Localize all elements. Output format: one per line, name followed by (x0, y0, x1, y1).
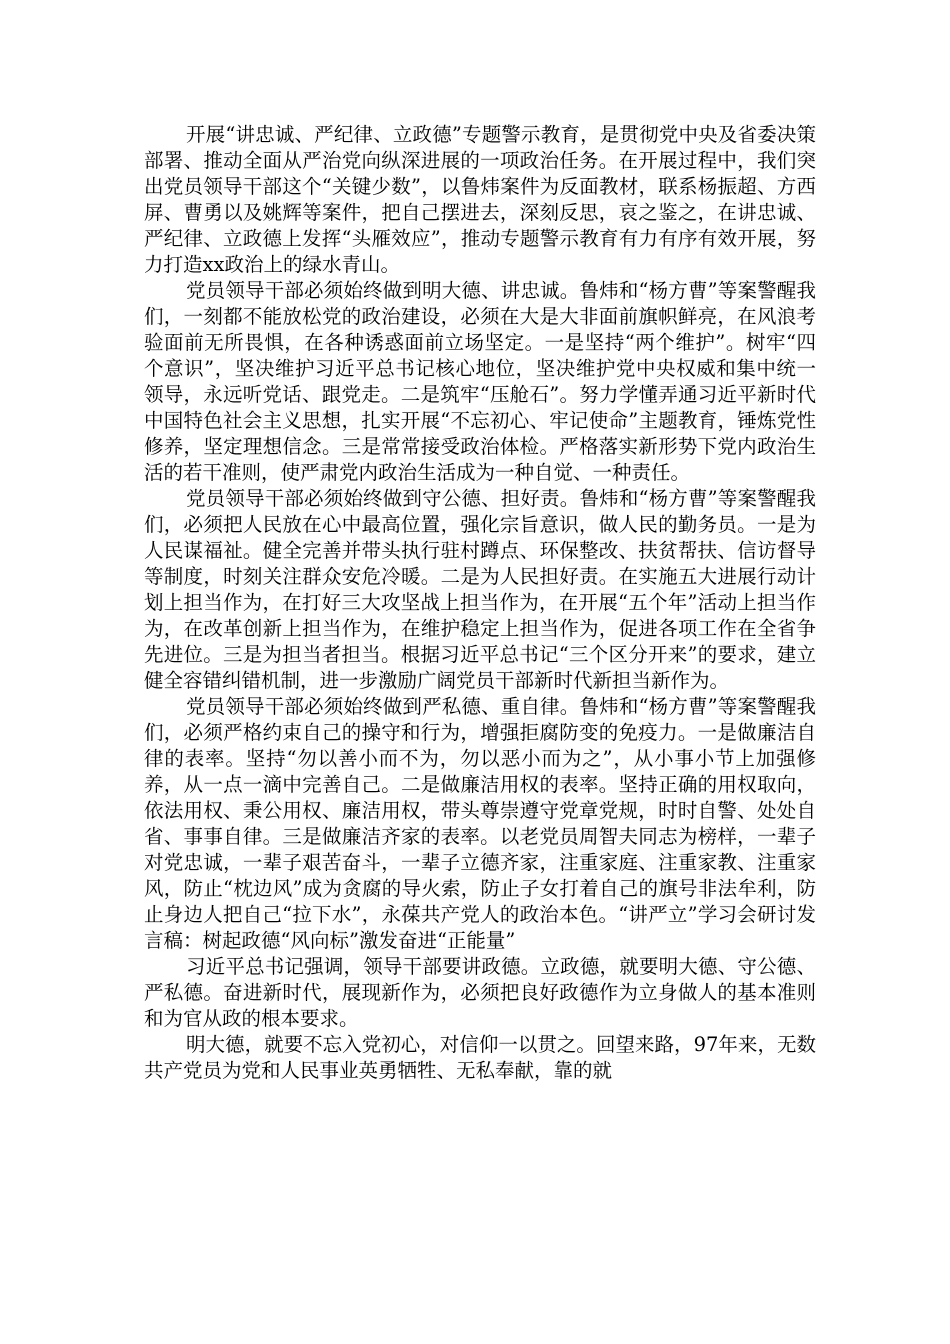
paragraph-5: 习近平总书记强调，领导干部要讲政德。立政德，就要明大德、守公德、严私德。奋进新时代，展现新作为，必须把良好政德作为立身做人的基本准则和为官从政的根本要求。 (144, 955, 816, 1030)
paragraph-1: 开展“讲忠诚、严纪律、立政德”专题警示教育，是贯彻党中央及省委决策部署、推动全面从严治党向纵深进展的一项政治任务。在开展过程中，我们突出党员领导干部这个“关键少数”，以鲁炜案件为反面教材，联系杨振超、方西屏、曹勇以及姚辉等案件，把自己摆进去，深刻反思，哀之鉴之，在讲忠诚、严纪律、立政德上发挥“头雁效应”，推动专题警示教育有力有序有效开展，努力打造xx政治上的绿水青山。 (144, 123, 816, 276)
paragraph-2: 党员领导干部必须始终做到明大德、讲忠诚。鲁炜和“杨方曹”等案警醒我们，一刻都不能放松党的政治建设，必须在大是大非面前旗帜鲜亮，在风浪考验面前无所畏惧，在各种诱惑面前立场坚定。一是坚持“两个维护”。树牢“四个意识”，坚决维护习近平总书记核心地位，坚决维护党中央权威和集中统一领导，永远听党话、跟党走。二是筑牢“压舱石”。努力学懂弄通习近平新时代中国特色社会主义思想，扎实开展“不忘初心、牢记使命”主题教育，锤炼党性修养，坚定理想信念。三是常常接受政治体检。严格落实新形势下党内政治生活的若干准则，使严肃党内政治生活成为一种自觉、一种责任。 (144, 279, 816, 484)
document-page (144, 122, 816, 1084)
paragraph-3: 党员领导干部必须始终做到守公德、担好责。鲁炜和“杨方曹”等案警醒我们，必须把人民放在心中最高位置，强化宗旨意识，做人民的勤务员。一是为人民谋福祉。健全完善并带头执行驻村蹲点、环保整改、扶贫帮扶、信访督导等制度，时刻关注群众安危冷暖。二是为人民担好责。在实施五大进展行动计划上担当作为，在打好三大攻坚战上担当作为，在开展“五个年”活动上担当作为，在改革创新上担当作为，在维护稳定上担当作为，促进各项工作在全省争先进位。三是为担当者担当。根据习近平总书记“三个区分开来”的要求，建立健全容错纠错机制，进一步激励广阔党员干部新时代新担当新作为。 (144, 487, 816, 692)
paragraph-6: 明大德，就要不忘入党初心，对信仰一以贯之。回望来路，97年来，无数共产党员为党和人民事业英勇牺牲、无私奉献，靠的就 (144, 1033, 816, 1082)
paragraph-4: 党员领导干部必须始终做到严私德、重自律。鲁炜和“杨方曹”等案警醒我们，必须严格约束自己的操守和行为，增强拒腐防变的免疫力。一是做廉洁自律的表率。坚持“勿以善小而不为，勿以恶小而为之”，从小事小节上加强修养，从一点一滴中完善自己。二是做廉洁用权的表率。坚持正确的用权取向，依法用权、秉公用权、廉洁用权，带头尊崇遵守党章党规，时时自警、处处自省、事事自律。三是做廉洁齐家的表率。以老党员周智夫同志为榜样，一辈子对党忠诚，一辈子艰苦奋斗，一辈子立德齐家，注重家庭、注重家教、注重家风，防止“枕边风”成为贪腐的导火索，防止子女打着自己的旗号非法牟利，防止身边人把自己“拉下水”，永葆共产党人的政治本色。“讲严立”学习会研讨发言稿：树起政德“风向标”激发奋进“正能量” (144, 695, 816, 952)
